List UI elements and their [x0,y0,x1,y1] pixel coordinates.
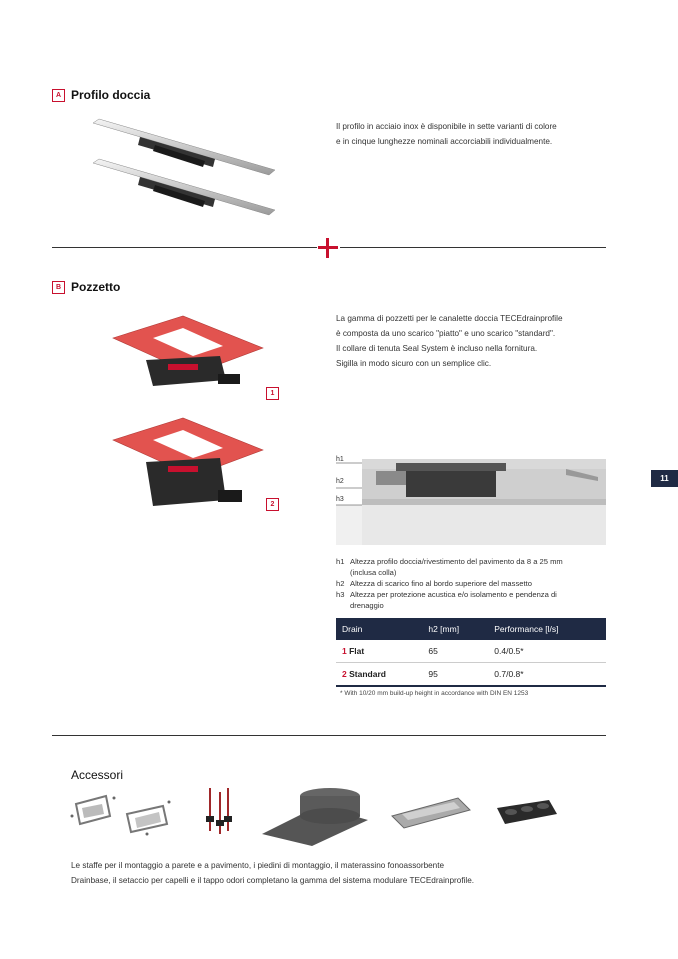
table-cell-performance: 0.7/0.8* [488,663,606,687]
legend-symbol: h1 [336,557,345,566]
h2-marker: h2 [336,478,344,485]
drain-2-label: 2 [266,498,279,511]
accessories-images [68,786,588,846]
hair-sieve-image [392,798,470,828]
section-a-text-line: Il profilo in acciaio inox è disponibile in sette varianti di colore [336,122,557,131]
table-header-performance: Performance [l/s] [488,618,606,640]
drain-spec-table [336,618,606,687]
row-name: Standard [349,669,386,679]
table-cell-h2: 95 [422,663,488,687]
row-number: 2 [342,669,347,679]
legend-h2 [336,578,532,589]
shower-profile-image [85,115,280,225]
cross-section-diagram [336,455,606,545]
legend-h1 [336,556,563,578]
section-b-text-line: è composta da uno scarico "piatto" e uno scarico "standard". [336,329,556,338]
plus-icon [318,238,338,258]
section-a-badge: A [52,89,65,102]
table-header-drain: Drain [336,618,422,640]
section-b-text-line: Sigilla in modo sicuro con un semplice clic. [336,359,492,368]
accessories-text [71,858,474,888]
h3-marker: h3 [336,496,344,503]
section-b-badge: B [52,281,65,294]
divider-left [52,247,317,248]
legend-text: Altezza per protezione acustica e/o isolamento e pendenza di [350,590,557,599]
table-row [336,640,606,663]
table-footnote: * With 10/20 mm build-up height in accordance with DIN EN 1253 [340,690,529,697]
divider-right [340,247,606,248]
table-cell-performance: 0.4/0.5* [488,640,606,663]
h1-marker: h1 [336,456,344,463]
section-a-text-line: e in cinque lunghezze nominali accorciabili individualmente. [336,137,553,146]
sound-mat-image [262,788,368,846]
table-cell-drain [336,663,422,687]
mounting-feet-image [206,788,232,834]
accessories-title: Accessori [71,768,124,782]
accessories-text-line: Le staffe per il montaggio a parete e a pavimento, i piedini di montaggio, il materassino fonoassorbente [71,861,445,870]
section-b-title: Pozzetto [71,280,121,294]
page-number-tab: 11 [651,470,678,487]
legend-symbol: h3 [336,590,345,599]
legend-h3 [336,589,557,611]
row-number: 1 [342,646,347,656]
divider-accessories [52,735,606,736]
table-row [336,663,606,687]
section-b-text-line: Il collare di tenuta Seal System è incluso nella fornitura. [336,344,538,353]
legend-text: drenaggio [350,601,384,610]
drain-standard-image [108,410,268,520]
section-b-text [336,311,563,371]
floor-bracket-image [127,801,171,836]
table-header-h2: h2 [mm] [422,618,488,640]
wall-bracket-image [71,796,116,824]
section-b-text-line: La gamma di pozzetti per le canalette doccia TECEdrainprofile [336,314,563,323]
legend-symbol: h2 [336,579,345,588]
section-a-text [336,119,557,149]
drain-flat-image [108,308,268,408]
legend-text: (inclusa colla) [350,568,397,577]
row-name: Flat [349,646,365,656]
odour-trap-image [497,800,557,824]
drain-1-label: 1 [266,387,279,400]
legend-text: Altezza di scarico fino al bordo superiore del massetto [350,579,532,588]
table-cell-drain [336,640,422,663]
accessories-text-line: Drainbase, il setaccio per capelli e il tappo odori completano la gamma del sistema modulare TECEdrainprofile. [71,876,475,885]
section-a-title: Profilo doccia [71,88,151,102]
table-cell-h2: 65 [422,640,488,663]
legend-text: Altezza profilo doccia/rivestimento del pavimento da 8 a 25 mm [350,557,563,566]
